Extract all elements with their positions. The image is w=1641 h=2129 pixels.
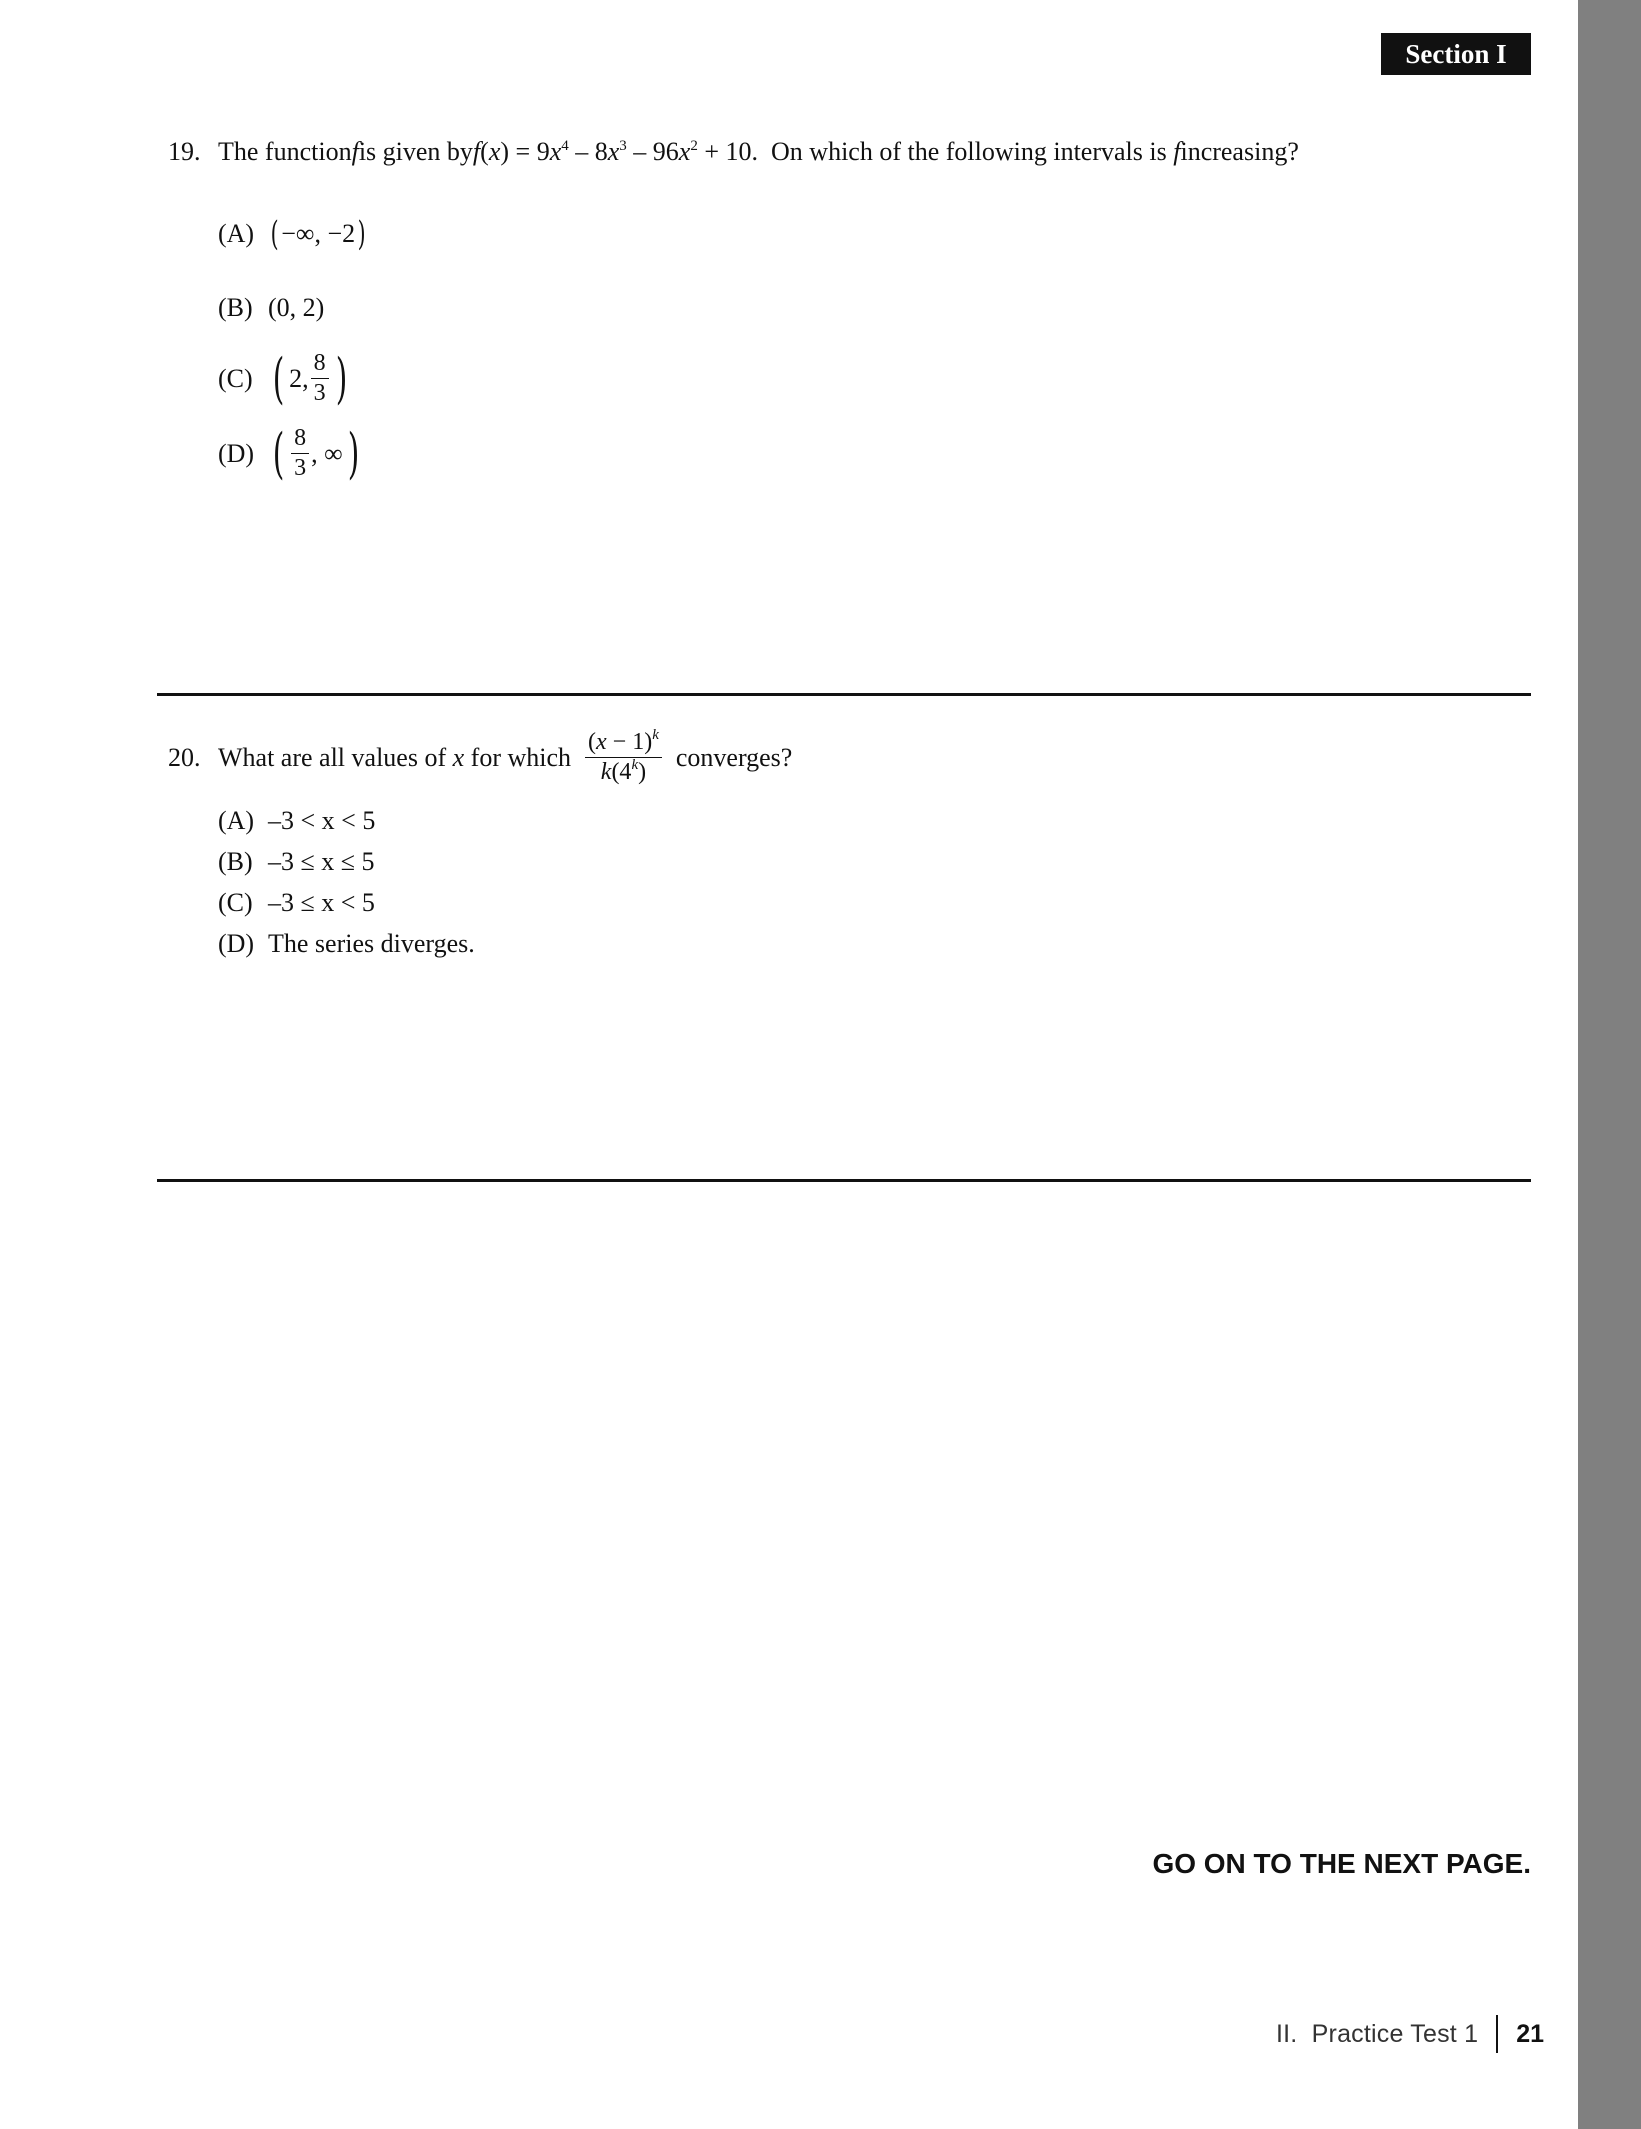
- choice-a[interactable]: (A) –3 < x < 5: [218, 806, 376, 835]
- series-numerator: $(x - 1)^k$: [585, 730, 662, 758]
- page-number: 21: [1516, 2019, 1544, 2048]
- choice-d[interactable]: (D) The series diverges.: [218, 929, 475, 958]
- page-edge-bar: [1578, 0, 1641, 2129]
- question-number: 19.: [168, 137, 201, 166]
- footer-separator: [1496, 2015, 1498, 2053]
- go-on-notice: GO ON TO THE NEXT PAGE.: [1152, 1848, 1531, 1879]
- choice-c[interactable]: (C) ( 2, $\frac{8}{3}$ ): [218, 346, 347, 410]
- question-20-stem: 20. What are all values of x for which $\frac{(x - 1)^k}{k(4^k)}$ converges?: [168, 727, 793, 786]
- footer-label: II. Practice Test 1: [1275, 2019, 1479, 2048]
- question-20: [168, 727, 1508, 970]
- section-tab: Section I: [1381, 33, 1531, 75]
- series-denominator: k(4$^k$): [600, 757, 647, 786]
- page-footer: [1276, 2015, 1544, 2053]
- choice-d[interactable]: (D) ( $\frac{8}{3}$ , ∞ ): [218, 421, 359, 485]
- choice-c[interactable]: (C) –3 ≤ x < 5: [218, 888, 375, 917]
- divider-rule: [157, 1179, 1531, 1182]
- choice-b[interactable]: (B) –3 ≤ x ≤ 5: [218, 847, 375, 876]
- question-19: [168, 139, 1508, 499]
- choice-a[interactable]: (A) ( −∞, −2 ): [218, 214, 366, 254]
- question-number: 20.: [168, 742, 201, 772]
- question-19-stem: 19. The function f is given by $f(x) = 9x^4 - 8x^3 - 96x^2 + 10$. On which of the following intervals is f increasing?: [168, 137, 1299, 166]
- fraction: $\frac{8}{3}$: [291, 426, 309, 481]
- fraction: $\frac{8}{3}$: [311, 351, 329, 406]
- function-expression: $f(x) = 9x^4 - 8x^3 - 96x^2 + 10$.: [472, 137, 759, 166]
- choice-b[interactable]: (B) (0, 2): [218, 293, 325, 322]
- divider-rule: [157, 693, 1531, 696]
- series-term-fraction: [585, 727, 662, 786]
